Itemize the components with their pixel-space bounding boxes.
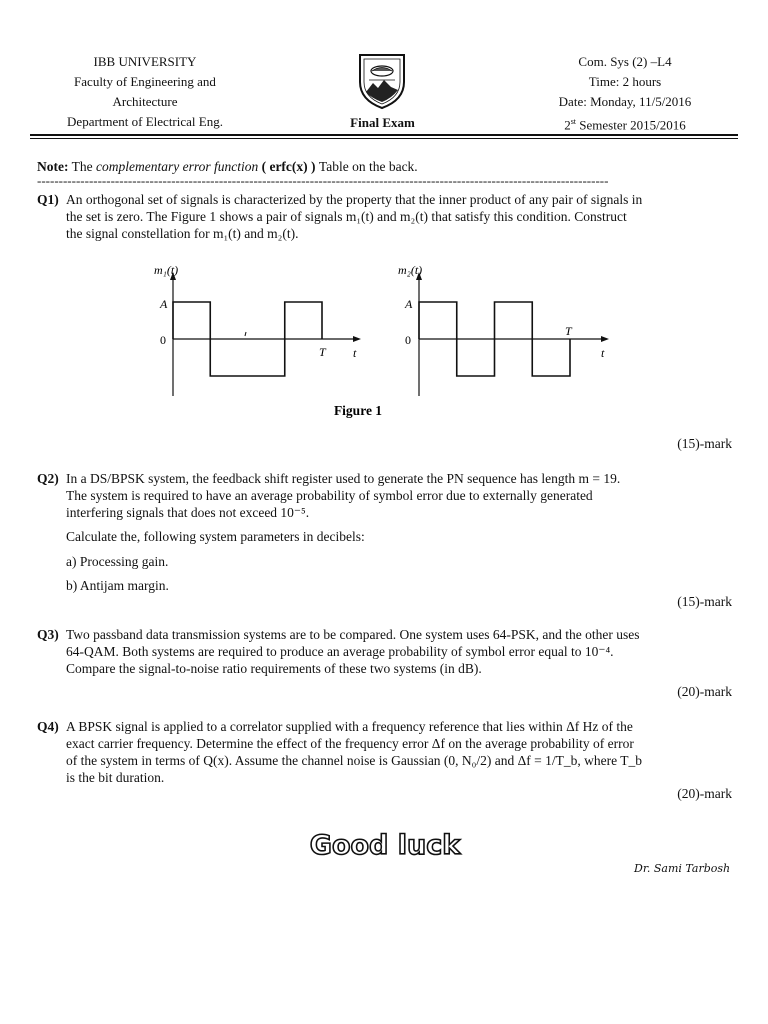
- figure-1: [140, 258, 620, 428]
- m1-T-label: T: [319, 345, 326, 359]
- q1-mark: (15)-mark: [677, 436, 732, 451]
- header-right: [540, 52, 710, 135]
- q3-label: Q3): [37, 627, 59, 642]
- q1-text: An orthogonal set of signals is characterized by the property that the inner product of any pair of signals in the set is zero. The Figure 1 shows a pair of signals m₁(t) and m₂(t) that satisfy this condition. Construct the signal constellation for m₁(t) and m₂(t).: [66, 192, 643, 241]
- department: Department of Electrical Eng.: [67, 114, 223, 129]
- exam-date: Date: Monday, 11/5/2016: [558, 94, 692, 109]
- figure-caption: Figure 1: [333, 403, 383, 418]
- q4-mark: (20)-mark: [677, 786, 732, 801]
- q2-calc: Calculate the, following system parameters in decibels:: [66, 529, 365, 544]
- header-left: [40, 52, 250, 132]
- q3-mark: (20)-mark: [677, 684, 732, 699]
- good-luck: Good luck: [309, 830, 461, 861]
- q2-part-a: a) Processing gain.: [66, 554, 169, 569]
- exam-time: Time: 2 hours: [588, 74, 662, 89]
- m2-t-label: t: [601, 346, 605, 360]
- m1-zero-label: 0: [160, 333, 166, 347]
- course-code: Com. Sys (2) –L4: [578, 54, 672, 69]
- faculty-line2: Architecture: [112, 94, 178, 109]
- exam-title: Final Exam: [350, 115, 415, 130]
- university-logo-icon: [356, 52, 408, 110]
- m1-t-label: t: [353, 346, 357, 360]
- university-name: IBB UNIVERSITY: [93, 54, 197, 69]
- header-divider: [30, 134, 738, 136]
- q2-text: In a DS/BPSK system, the feedback shift register used to generate the PN sequence has length m = 19. The system is required to have an average probability of symbol error due to externally generated interfering signals that does not exceed 10⁻⁵.: [66, 471, 621, 520]
- q3-text: Two passband data transmission systems are to be compared. One system uses 64-PSK, and the other uses 64-QAM. Both systems are required to produce an average probability of symbol error equal to 10⁻⁴. Compare the signal-to-noise ratio requirements of these two systems (in dB).: [66, 627, 640, 676]
- q2-label: Q2): [37, 471, 59, 486]
- m2-x-arrow: [601, 336, 609, 342]
- m1-label: m₁(t): [154, 263, 179, 277]
- semester: 2st Semester 2015/2016: [564, 117, 686, 133]
- m2-T-label: T: [565, 324, 572, 338]
- note: Note: The complementary error function ( erfc(x) ) Table on the back.: [37, 159, 418, 174]
- m1-x-arrow: [353, 336, 361, 342]
- m2-zero-label: 0: [405, 333, 411, 347]
- header-divider-thin: [30, 138, 738, 139]
- m1-tick: [245, 332, 246, 336]
- q4-label: Q4): [37, 719, 59, 734]
- m2-label: m₂(t): [398, 263, 423, 277]
- m1-plot: [154, 263, 361, 396]
- dashed-separator: ------------------------------------------------------------------------------------------------------------------------------------: [37, 174, 609, 188]
- q2-part-b: b) Antijam margin.: [66, 578, 169, 593]
- q2-mark: (15)-mark: [677, 594, 732, 609]
- signature: Dr. Sami Tarbosh: [634, 862, 731, 875]
- m1-amp-label: A: [160, 297, 168, 311]
- faculty-line1: Faculty of Engineering and: [74, 74, 216, 89]
- q4-text: A BPSK signal is applied to a correlator supplied with a frequency reference that lies within Δf Hz of the exact carrier frequency. Determine the effect of the frequency error Δf on the average probability of error of the system in terms of Q(x). Assume the channel noise is Gaussian (0, N₀/2) and Δf = 1/T_b, where T_b is the bit duration.: [66, 719, 643, 785]
- m2-amp-label: A: [405, 297, 413, 311]
- m2-plot: [398, 263, 609, 396]
- q1-label: Q1): [37, 192, 59, 207]
